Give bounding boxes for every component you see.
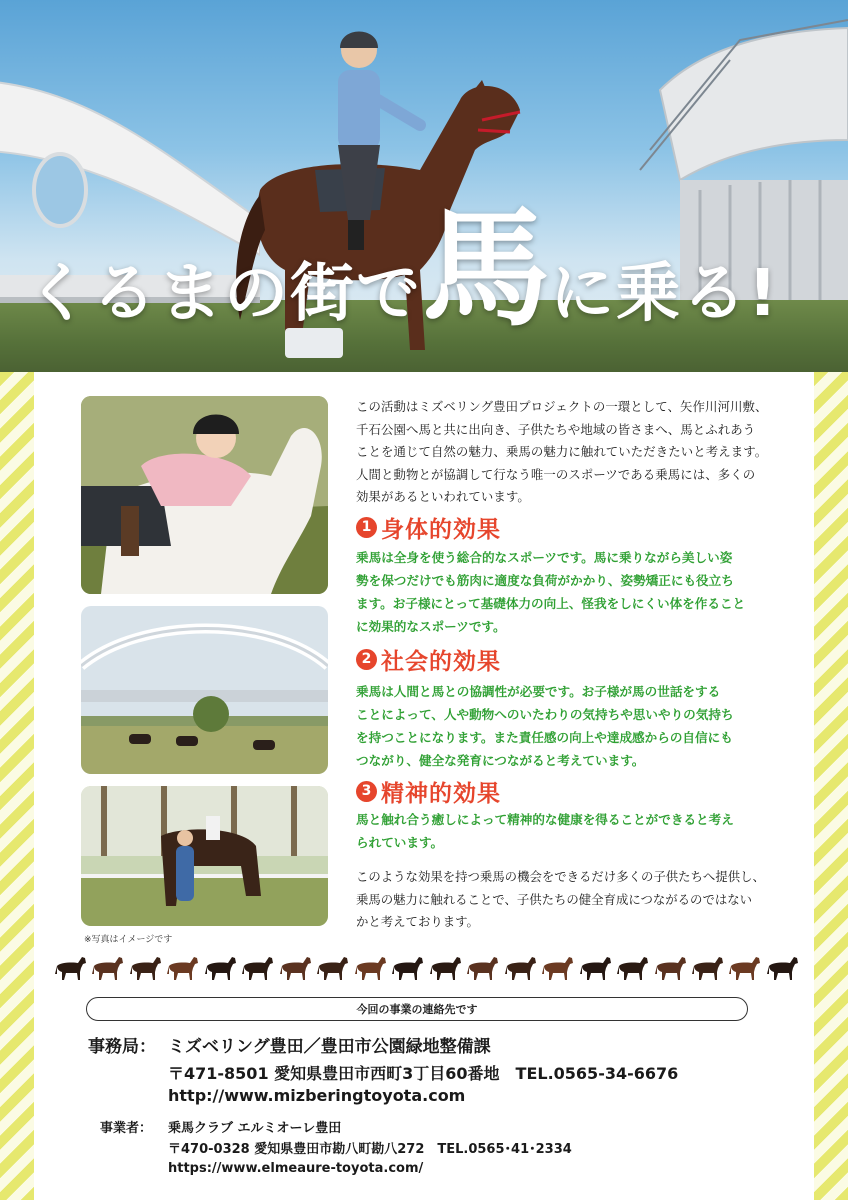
horse-silhouette-icon [279,954,313,982]
horse-silhouette-icon [204,954,238,982]
horse-silhouette-icon [728,954,762,982]
horse-silhouette-icon [466,954,500,982]
intro-line: ことを通じて自然の魅力、乗馬の魅力に触れていただきたいと考えます。 [356,444,768,459]
photo-note: ※写真はイメージです [84,935,173,945]
section-line: 勢を保つだけでも筋肉に適度な負荷がかかり、姿勢矯正にも役立ち [356,573,734,588]
section-title: 身体的効果 [381,516,501,543]
operator-url-link[interactable]: https://www.elmeaure-toyota.com/ [168,1161,424,1176]
section-number-badge: 3 [356,781,377,802]
horse-silhouette-icon [766,954,800,982]
section-physical-heading [356,512,501,542]
hero-banner [0,0,848,372]
intro-line: 効果があるといわれています。 [356,489,530,504]
section-line: 馬と触れ合う癒しによって精神的な健康を得ることができると考え [356,812,734,827]
section-line: ます。お子様にとって基礎体力の向上、怪我をしにくい体を作ること [356,596,746,611]
closing-text [356,866,800,934]
horse-silhouette-icon [654,954,688,982]
operator-address: 〒470-0328 愛知県豊田市勘八町勘八272 TEL.0565･41･2334 [168,1142,572,1157]
intro-line: 人間と動物とが協調して行なう唯一のスポーツである乗馬には、多くの [356,466,756,482]
horse-silhouette-icon [129,954,163,982]
horse-silhouette-icon [166,954,200,982]
left-stripe-border [0,372,34,1200]
section-line: つながり、健全な発育につながると考えています。 [356,753,645,768]
section-line: ことによって、人や動物へのいたわりの気持ちや思いやりの気持ち [356,707,734,722]
photo-horses-by-bridge [81,606,328,774]
section-physical-body [356,546,800,638]
horse-silhouette-icon [429,954,463,982]
intro-line: この活動はミズベリング豊田プロジェクトの一環として、矢作川河川敷、 [356,399,768,414]
section-number-badge: 2 [356,649,377,670]
office-url-link[interactable]: http://www.mizberingtoyota.com [168,1086,466,1105]
horse-silhouette-icon [241,954,275,982]
horse-silhouette-icon [579,954,613,982]
office-address: 〒471-8501 愛知県豊田市西町3丁目60番地 TEL.0565-34-6676 [168,1064,679,1083]
section-line: を持つことになります。また責任感の向上や達成感からの自信にも [356,730,733,745]
horse-silhouette-icon [541,954,575,982]
section-line: 乗馬は人間と馬との協調性が必要です。お子様が馬の世話をする [356,684,721,699]
section-line: に効果的なスポーツです。 [356,619,506,634]
horse-silhouette-row [54,954,800,982]
right-stripe-border [814,372,848,1200]
horse-silhouette-icon [54,954,88,982]
horse-silhouette-icon [391,954,425,982]
photo-instructor-with-horse [81,786,328,926]
hero-title-part1: くるまの街で [26,257,422,331]
horse-silhouette-icon [316,954,350,982]
section-number-badge: 1 [356,517,377,538]
hero-title-big: 馬 [422,195,551,344]
section-line: られています。 [356,835,444,850]
hero-title [26,195,826,356]
closing-line: このような効果を持つ乗馬の機会をできるだけ多くの子供たちへ提供し、 [356,869,765,884]
office-name: ミズベリング豊田／豊田市公園緑地整備課 [168,1037,491,1057]
intro-line: 千石公園へ馬と共に出向き、子供たちや地域の皆さまへ、馬とふれあう [356,421,756,437]
closing-line: かと考えております。 [356,914,479,929]
section-social-body [356,680,800,772]
hero-title-part2: に乗る! [550,257,780,331]
intro-text [356,396,796,509]
operator-name: 乗馬クラブ エルミオーレ豊田 [168,1121,342,1136]
photo-child-hugging-horse [81,396,328,594]
horse-silhouette-icon [691,954,725,982]
office-label: 事務局： [88,1037,156,1057]
operator-label: 事業者： [100,1121,153,1136]
horse-silhouette-icon [91,954,125,982]
section-title: 社会的効果 [381,648,501,675]
section-line: 乗馬は全身を使う総合的なスポーツです。馬に乗りながら美しい姿 [356,550,733,565]
section-mental-heading [356,776,501,806]
section-social-heading [356,644,501,674]
closing-line: 乗馬の魅力に触れることで、子供たちの健全育成につながるのではない [356,891,753,907]
contact-heading: 今回の事業の連絡先です [86,997,748,1021]
section-title: 精神的効果 [381,780,501,807]
horse-silhouette-icon [616,954,650,982]
horse-silhouette-icon [504,954,538,982]
section-mental-body [356,808,800,854]
horse-silhouette-icon [354,954,388,982]
